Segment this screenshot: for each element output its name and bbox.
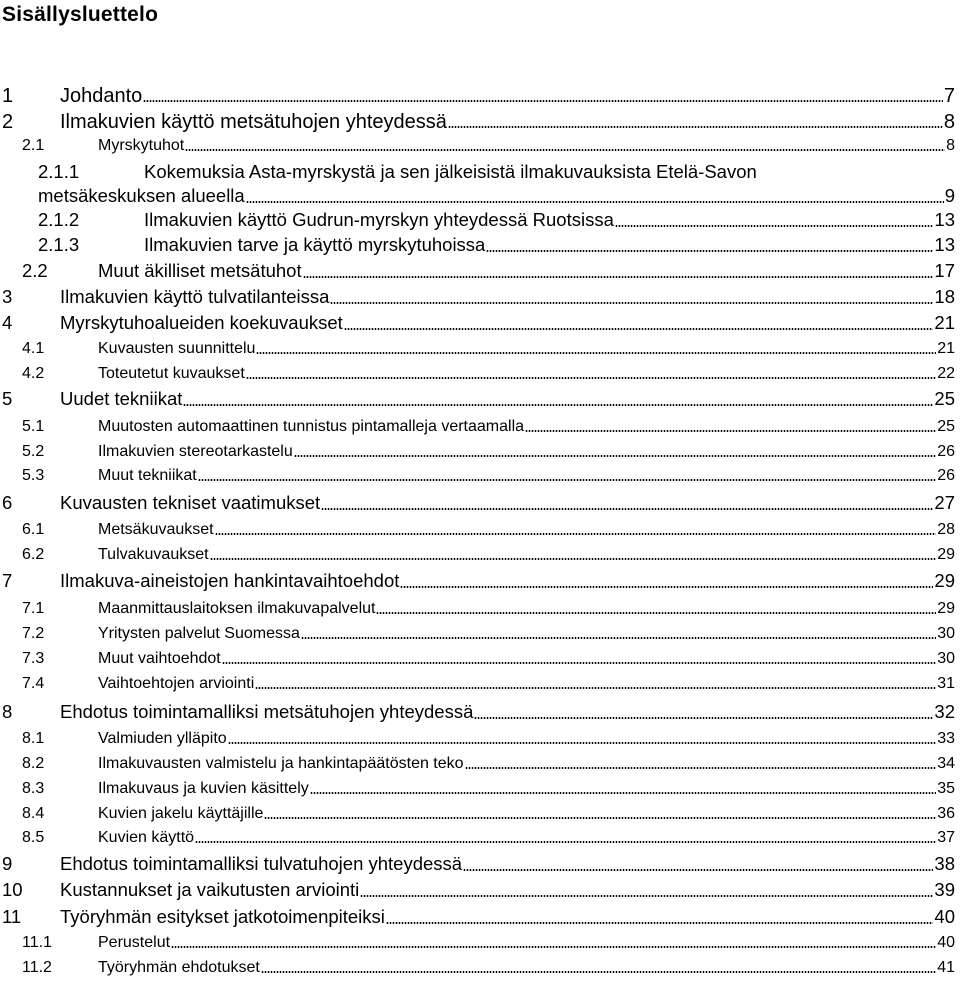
toc-entry-title: Ilmakuva-aineistojen hankintavaihtoehdot [60, 570, 400, 591]
toc-entry-page: 18 [934, 286, 955, 307]
toc-entry-number: 6.2 [22, 546, 45, 563]
toc-entry[interactable] [0, 881, 955, 900]
toc-entry-title: Yritysten palvelut Suomessa [98, 625, 300, 642]
toc-entry-page: 13 [934, 234, 955, 255]
dot-leader [303, 276, 934, 278]
toc-entry-title: Tulvakuvaukset [98, 546, 209, 563]
dot-leader [264, 817, 936, 819]
dot-leader [256, 352, 936, 354]
toc-entry-page: 21 [937, 340, 955, 357]
toc-entry-number: 7.2 [22, 625, 45, 642]
toc-entry-number: 8.1 [22, 730, 45, 747]
toc-entry-title: Ilmakuvien käyttö metsätuhojen yhteydessä [60, 111, 447, 133]
toc-entry-number: 6.1 [22, 521, 45, 538]
toc-entry-title: Kustannukset ja vaikutusten arviointi [60, 879, 360, 900]
toc-entry[interactable] [0, 651, 955, 667]
toc-entry-title: Kuvausten suunnittelu [98, 340, 256, 357]
dot-leader [344, 328, 934, 330]
toc-entry-page: 22 [937, 365, 955, 382]
toc-entry-title: Toteutetut kuvaukset [98, 365, 245, 382]
toc-entry-title: Muutosten automaattinen tunnistus pintamalleja vertaamalla [98, 418, 525, 435]
dot-leader [210, 558, 937, 560]
dot-leader [255, 687, 936, 689]
toc-entry-page: 17 [934, 260, 955, 281]
toc-entry[interactable] [0, 419, 955, 435]
toc-entry-title: Kuvien käyttö [98, 829, 195, 846]
toc-entry[interactable] [0, 262, 955, 281]
toc-entry-page: 40 [937, 934, 955, 951]
toc-entry-number: 2 [2, 111, 14, 133]
toc-entry-title: Kuvausten tekniset vaatimukset [60, 492, 321, 513]
toc-entry[interactable] [0, 676, 955, 692]
toc-entry-title: Uudet tekniikat [60, 388, 183, 409]
dot-leader [525, 430, 936, 432]
dot-leader [360, 895, 933, 897]
dot-leader [448, 126, 943, 128]
toc-entry-number: 2.1 [22, 137, 45, 154]
toc-entry[interactable] [0, 830, 955, 846]
toc-entry[interactable] [0, 366, 955, 382]
toc-entry-number: 9 [2, 853, 13, 874]
toc-entry[interactable] [0, 86, 955, 106]
toc-entry-number: 7 [2, 570, 13, 591]
toc-entry-number: 11.1 [22, 934, 52, 951]
toc-entry-page: 26 [937, 467, 955, 484]
toc-entry[interactable] [0, 288, 955, 307]
toc-entry-page: 8 [943, 111, 955, 133]
dot-leader [215, 533, 937, 535]
toc-entry-page: 37 [937, 829, 955, 846]
toc-entry-page: 30 [937, 625, 955, 642]
dot-leader [228, 742, 937, 744]
toc-entry-number: 3 [2, 286, 13, 307]
toc-entry-number: 2.1.3 [38, 234, 80, 255]
toc-entry[interactable] [0, 756, 955, 772]
toc-entry-title: Ehdotus toimintamalliksi tulvatuhojen yhteydessä [60, 853, 463, 874]
toc-entry[interactable] [0, 806, 955, 822]
dot-leader [486, 250, 933, 252]
toc-entry-number: 8.3 [22, 780, 45, 797]
toc-entry[interactable] [0, 236, 955, 255]
toc-entry-number: 2.1.1 [38, 161, 80, 182]
toc-entry[interactable] [0, 494, 955, 513]
toc-entry-number: 8.2 [22, 755, 45, 772]
toc-entry-page: 29 [937, 600, 955, 617]
dot-leader [294, 455, 936, 457]
dot-leader [246, 201, 944, 203]
toc-entry[interactable] [0, 960, 955, 976]
toc-entry-page: 25 [937, 418, 955, 435]
toc-entry-number: 10 [2, 879, 23, 900]
toc-entry-title: Maanmittauslaitoksen ilmakuvapalvelut [98, 600, 376, 617]
dot-leader [301, 637, 936, 639]
dot-leader [463, 869, 933, 871]
toc-entry-number: 4.1 [22, 340, 45, 357]
toc-entry-page: 29 [937, 546, 955, 563]
toc-entry-page: 40 [934, 906, 955, 927]
toc-entry-number: 5.2 [22, 443, 45, 460]
toc-entry-number: 8.4 [22, 805, 45, 822]
toc-entry-title: Vaihtoehtojen arviointi [98, 675, 255, 692]
toc-entry[interactable] [0, 444, 955, 460]
toc-entry-title: Työryhmän esitykset jatkotoimenpiteiksi [60, 906, 385, 927]
toc-entry-page: 36 [937, 805, 955, 822]
toc-entry-title: Muut vaihtoehdot [98, 650, 221, 667]
dot-leader [376, 612, 936, 614]
toc-entry-number: 11.2 [22, 959, 52, 976]
dot-leader [246, 377, 936, 379]
dot-leader [171, 946, 936, 948]
dot-leader [195, 841, 936, 843]
toc-entry-title: Perustelut [98, 934, 171, 951]
toc-entry-title-continued: metsäkeskuksen alueella [38, 185, 245, 206]
toc-entry-number: 6 [2, 492, 13, 513]
toc-entry[interactable] [0, 341, 955, 357]
toc-entry-page: 21 [934, 312, 955, 333]
toc-entry-title: Ilmakuvausten valmistelu ja hankintapäätösten teko [98, 755, 464, 772]
toc-entry-page: 38 [934, 853, 955, 874]
dot-leader [185, 149, 945, 151]
toc-entry-title: Kuvien jakelu käyttäjille [98, 805, 264, 822]
toc-entry-title: Myrskytuhot [98, 137, 185, 154]
toc-entry-number: 5 [2, 388, 13, 409]
toc-entry-title: Ehdotus toimintamalliksi metsätuhojen yhteydessä [60, 701, 474, 722]
toc-entry[interactable] [0, 211, 955, 230]
dot-leader [143, 100, 943, 102]
dot-leader [474, 717, 933, 719]
toc-entry-number: 2.2 [22, 260, 48, 281]
toc-entry[interactable] [0, 703, 955, 722]
toc-entry[interactable] [0, 781, 955, 797]
toc-entry-page: 26 [937, 443, 955, 460]
toc-entry-page: 13 [934, 209, 955, 230]
dot-leader [261, 971, 936, 973]
toc-entry-number: 7.4 [22, 675, 45, 692]
toc-entry[interactable] [0, 314, 955, 333]
toc-entry-number: 1 [2, 85, 14, 107]
dot-leader [222, 662, 936, 664]
toc-entry-number: 5.3 [22, 467, 45, 484]
toc-entry-title: Ilmakuvien stereotarkastelu [98, 443, 293, 460]
dot-leader [400, 586, 933, 588]
dot-leader [465, 767, 937, 769]
toc-entry-number: 8 [2, 701, 13, 722]
toc-entry-page: 39 [934, 879, 955, 900]
toc-entry[interactable] [0, 572, 955, 591]
toc-entry-title: Ilmakuvien tarve ja käyttö myrskytuhoissa [144, 234, 486, 255]
toc-entry-number: 8.5 [22, 829, 45, 846]
toc-entry-title: Ilmakuvien käyttö Gudrun-myrskyn yhteydessä Ruotsissa [144, 209, 614, 230]
toc-entry[interactable] [0, 163, 955, 182]
toc-entry-page: 35 [937, 780, 955, 797]
toc-entry-page: 9 [944, 185, 955, 206]
toc-entry-page: 28 [937, 521, 955, 538]
toc-entry-number: 2.1.2 [38, 209, 80, 230]
toc-entry-page: 34 [937, 755, 955, 772]
toc-entry-continuation[interactable] [0, 187, 955, 206]
toc-entry-page: 8 [946, 137, 955, 154]
toc-entry[interactable] [0, 112, 955, 132]
toc-entry-title: Muut äkilliset metsätuhot [98, 260, 302, 281]
toc-entry[interactable] [0, 390, 955, 409]
toc-entry-page: 29 [934, 570, 955, 591]
toc-entry[interactable] [0, 468, 955, 484]
page-title: Sisällysluettelo [2, 3, 159, 26]
toc-entry-page: 32 [934, 701, 955, 722]
toc-entry-number: 7.1 [22, 600, 45, 617]
toc-entry-page: 27 [934, 492, 955, 513]
toc-entry[interactable] [0, 908, 955, 927]
toc-entry[interactable] [0, 935, 955, 951]
dot-leader [310, 792, 936, 794]
toc-entry-page: 7 [943, 85, 955, 107]
toc-entry-page: 30 [937, 650, 955, 667]
toc-entry-title: Ilmakuvien käyttö tulvatilanteissa [60, 286, 330, 307]
toc-entry-page: 33 [937, 730, 955, 747]
toc-entry-number: 7.3 [22, 650, 45, 667]
toc-entry-number: 4.2 [22, 365, 45, 382]
toc-entry[interactable] [0, 138, 955, 154]
dot-leader [198, 479, 936, 481]
toc-entry-number: 4 [2, 312, 13, 333]
toc-entry[interactable] [0, 547, 955, 563]
toc-entry-title: Työryhmän ehdotukset [98, 959, 260, 976]
toc-entry-title: Ilmakuvaus ja kuvien käsittely [98, 780, 309, 797]
toc-entry-title: Valmiuden ylläpito [98, 730, 227, 747]
toc-entry-title: Muut tekniikat [98, 467, 197, 484]
toc-entry[interactable] [0, 855, 955, 874]
toc-entry-title: Kokemuksia Asta-myrskystä ja sen jälkeisistä ilmakuvauksista Etelä-Savon [144, 161, 757, 182]
toc-entry-page: 31 [937, 675, 955, 692]
toc-entry-page: 25 [934, 388, 955, 409]
toc-entry-title: Metsäkuvaukset [98, 521, 214, 538]
dot-leader [615, 225, 934, 227]
toc-entry-number: 11 [2, 906, 22, 927]
toc-entry-title: Johdanto [60, 85, 143, 107]
toc-entry-number: 5.1 [22, 418, 45, 435]
toc-entry-title: Myrskytuhoalueiden koekuvaukset [60, 312, 343, 333]
toc-entry-page: 41 [937, 959, 955, 976]
toc-entry[interactable] [0, 601, 955, 617]
dot-leader [386, 922, 934, 924]
toc-entry[interactable] [0, 731, 955, 747]
dot-leader [183, 404, 933, 406]
toc-entry[interactable] [0, 522, 955, 538]
toc-entry[interactable] [0, 626, 955, 642]
dot-leader [321, 508, 933, 510]
dot-leader [330, 302, 933, 304]
